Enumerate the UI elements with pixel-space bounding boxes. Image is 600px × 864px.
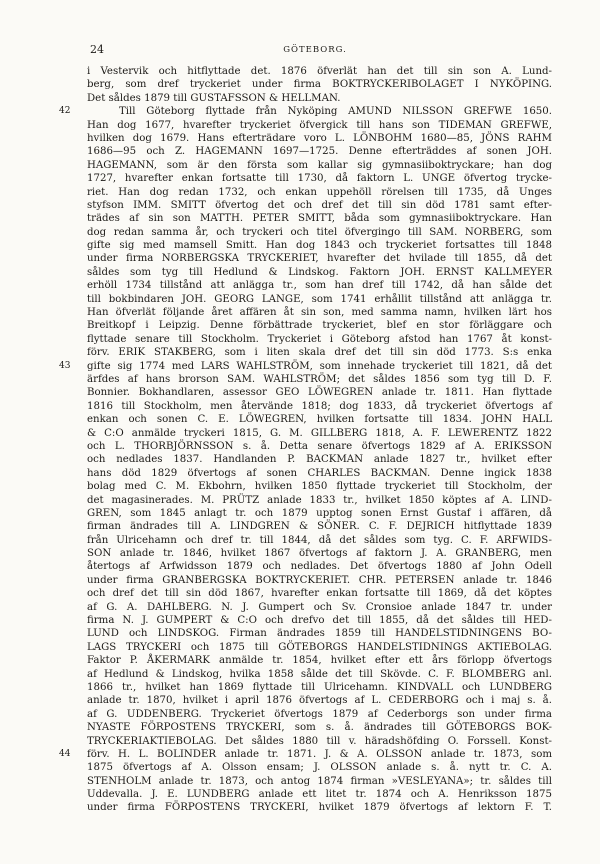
text-line: [87, 480, 552, 493]
text-line-content: trädes af sin son MATTH. PETER SMITT, båda som gymnasiiboktryckare. Han: [87, 213, 552, 225]
text-line-content: under firma NORBERGSKA TRYCKERIET, hvarefter det hvilade till 1855, då det: [87, 253, 552, 265]
text-line: [87, 761, 552, 774]
text-line-content: 1875 öfvertogs af A. Olsson ensam; J. OLSSON anlade s. å. nytt tr. C. A.: [87, 762, 552, 774]
text-line-content: förv. ERIK STAKBERG, som i liten skala dref det till sin död 1773. S:s enka: [87, 347, 552, 359]
text-line-content: styfson IMM. SMITT öfvertog det och dref det till sin död 1781 samt efter-: [87, 199, 552, 211]
text-line: [87, 186, 552, 199]
text-line: [87, 708, 552, 721]
text-line: [87, 199, 552, 212]
text-line: [87, 547, 552, 560]
text-line: [87, 654, 552, 667]
text-line-content: af Hedlund & Lindskog, hvilka 1858 sålde det till Skövde. C. F. BLOMBERG anl.: [87, 668, 552, 680]
text-line: [87, 775, 552, 788]
text-line: [87, 520, 552, 533]
text-line-content: till bokbindaren JOH. GEORG LANGE, som 1741 erhållit tillstånd att anlägga tr.: [87, 293, 552, 305]
text-line: [87, 132, 552, 145]
text-line: [87, 346, 552, 359]
text-line-content: återtogs af Arfwidsson 1879 och nedlades. Det öfvertogs 1880 af John Odell: [87, 561, 552, 573]
text-line: [87, 668, 552, 681]
running-title: GÖTEBORG.: [283, 45, 347, 55]
text-line: [87, 400, 552, 413]
text-line: [87, 801, 552, 814]
text-line: [87, 172, 552, 185]
text-line-content: hvilken dog 1679. Hans efterträdare voro L. LÖNBOHM 1680—85, JÖNS RAHM: [87, 132, 552, 144]
text-line-content: Han dog 1677, hvarefter tryckeriet öfvergick till hans son TIDEMAN GREFWE,: [87, 119, 552, 131]
text-line: [87, 413, 552, 426]
text-line-content: och L. THORBJÖRNSSON s. å. Detta senare öfvertogs 1829 af A. ERIKSSON: [87, 440, 552, 452]
text-line: [87, 65, 552, 78]
text-line: [87, 373, 552, 386]
margin-number: 44: [59, 748, 71, 759]
text-line-content: och nedlades 1837. Handlanden P. BACKMAN anlade 1827 tr., hvilket efter: [87, 454, 552, 466]
text-line: [87, 614, 552, 627]
text-line-content: Det såldes 1879 till GUSTAFSSON & HELLMAN.: [87, 92, 341, 104]
text-line-content: anlade tr. 1870, hvilket i april 1876 öfvertogs af L. CEDERBORG och i maj s. å.: [87, 695, 552, 707]
text-line: [87, 306, 552, 319]
text-line: [87, 78, 552, 91]
text-line: [87, 601, 552, 614]
text-line: [87, 386, 552, 399]
text-line-content: 1686—95 och Z. HAGEMANN 1697—1725. Denne efterträddes af sonen JOH.: [87, 146, 552, 158]
text-line-content: firman ändrades till A. LINDGREN & SÖNER. C. F. DEJRICH hitflyttade 1839: [87, 521, 552, 533]
text-line: [87, 319, 552, 332]
text-line-content: TRYCKERIAKTIEBOLAG. Det såldes 1880 till v. häradshöfding O. Forssell. Konst-: [87, 735, 552, 747]
text-line-content: GREN, som 1845 anlagt tr. och 1879 upptog sonen Ernst Gustaf i affären, då: [87, 507, 552, 519]
text-line-content: 1727, hvarefter enkan fortsatte till 1730, då faktorn L. UNGE öfvertog trycke-: [87, 173, 552, 185]
text-line: [87, 212, 552, 225]
text-line-content: gifte sig 1774 med LARS WAHLSTRÖM, som innehade tryckeriet till 1821, då det: [87, 360, 552, 372]
text-line-content: STENHOLM anlade tr. 1873, och antog 1874 firman »VESLEYANA»; tr. såldes till: [87, 775, 552, 787]
text-line: [87, 159, 552, 172]
text-line: [87, 507, 552, 520]
text-line: [87, 560, 552, 573]
text-line: [59, 360, 552, 373]
text-line-content: Till Göteborg flyttade från Nyköping AMUND NILSSON GREFWE 1650.: [119, 106, 552, 118]
text-line: [87, 494, 552, 507]
text-line: [87, 534, 552, 547]
text-line-content: LAGS TRYCKERI och 1875 till GÖTEBORGS HANDELSTIDNINGS AKTIEBOLAG.: [87, 641, 552, 653]
text-line-content: gifte sig med mamsell Smitt. Han dog 1843 och tryckeriet fortsattes till 1848: [87, 240, 552, 252]
text-line-content: berg, som dref tryckeriet under firma BOKTRYCKERIBOLAGET I NYKÖPING.: [87, 79, 552, 91]
text-line-content: och dref det till sin död 1867, hvarefter enkan fortsatte till 1869, då det köptes: [87, 588, 552, 600]
text-line-content: flyttade senare till Stockholm. Tryckeriet i Göteborg afstod han 1767 åt konst-: [87, 333, 552, 345]
text-line-content: under firma FÖRPOSTENS TRYCKERI, hvilket 1879 öfvertogs af lektorn F. T.: [87, 802, 552, 814]
text-line-content: ärfdes af hans brorson SAM. WAHLSTRÖM; det såldes 1856 som tyg till D. F.: [87, 373, 552, 385]
text-line: [87, 92, 552, 105]
text-line-content: det magasinerades. M. PRÜTZ anlade 1833 tr., hvilket 1850 köptes af A. LIND-: [87, 494, 552, 506]
text-line-content: från Ulricehamn och dref tr. till 1844, då det såldes som tyg. C. F. ARFWIDS-: [87, 534, 552, 546]
text-line-content: Uddevalla. J. E. LUNDBERG anlade ett litet tr. 1874 och A. Henriksson 1875: [87, 789, 552, 801]
text-line-content: firma N. J. GUMPERT & C:O och drefvo det till 1855, då det såldes till HED-: [87, 615, 552, 627]
text-line: [87, 721, 552, 734]
text-line-content: hans död 1829 öfvertogs af sonen CHARLES BACKMAN. Denne ingick 1838: [87, 467, 552, 479]
text-line: [87, 226, 552, 239]
text-line: [87, 587, 552, 600]
text-line: [87, 266, 552, 279]
margin-number: 43: [59, 360, 71, 371]
text-line-content: förv. H. L. BOLINDER anlade tr. 1871. J. & A. OLSSON anlade tr. 1873, som: [87, 748, 552, 760]
text-line-content: 1866 tr., hvilket han 1869 flyttade till Ulricehamn. KINDVALL och LUNDBERG: [87, 681, 552, 693]
text-line-content: & C:O anmälde tryckeri 1815, G. M. GILLBERG 1818, A. F. LEWERENTZ 1822: [87, 427, 552, 439]
text-line: [87, 279, 552, 292]
text-line: [87, 453, 552, 466]
text-line: [87, 627, 552, 640]
page-number: 24: [90, 43, 104, 56]
text-line-content: LUND och LINDSKOG. Firman ändrades 1859 till HANDELSTIDNINGENS BO-: [87, 628, 552, 640]
text-line-content: i Vestervik och hitflyttade det. 1876 öfverlät han det till sin son A. Lund-: [87, 66, 552, 77]
text-line: [87, 239, 552, 252]
text-line: [87, 427, 552, 440]
text-line: [87, 252, 552, 265]
text-line-content: bolag med C. M. Ekbohrn, hvilken 1850 flyttade tryckeriet till Stockholm, der: [87, 481, 552, 493]
text-line-content: SON anlade tr. 1846, hvilket 1867 öfvertogs af faktorn J. A. GRANBERG, men: [87, 548, 552, 560]
text-line-content: dog redan samma år, och tryckeri och titel öfvergingo till SAM. NORBERG, som: [87, 226, 552, 238]
text-line: [87, 333, 552, 346]
text-line-content: under firma GRANBERGSKA BOKTRYCKERIET. CHR. PETERSEN anlade tr. 1846: [87, 574, 552, 586]
text-line: [87, 694, 552, 707]
text-line: [59, 105, 552, 118]
text-line-content: riet. Han dog redan 1732, och enkan uppehöll rörelsen till 1735, då Unges: [87, 186, 552, 198]
text-line-content: enkan och sonen C. E. LÖWEGREN, hvilken fortsatte till 1834. JOHN HALL: [87, 414, 552, 426]
text-line: [87, 574, 552, 587]
text-line-content: af G. UDDENBERG. Tryckeriet öfvertogs 1879 af Cederborgs son under firma: [87, 708, 552, 720]
text-line: [87, 467, 552, 480]
text-line-content: Faktor P. ÅKERMARK anmälde tr. 1854, hvilket efter ett års förlopp öfvertogs: [87, 655, 552, 667]
text-line: [87, 735, 552, 748]
text-line-content: af G. A. DAHLBERG. N. J. Gumpert och Sv. Cronsioe anlade 1847 tr. under: [87, 601, 552, 613]
text-line: [87, 641, 552, 654]
text-line-content: Han öfverlät följande året affären åt sin son, med samma namn, hvilken lärt hos: [87, 307, 552, 319]
text-line: [87, 119, 552, 132]
text-line-content: Bonnier. Bokhandlaren, assessor GEO LÖWEGREN anlade tr. 1811. Han flyttade: [87, 387, 552, 399]
text-line: [87, 681, 552, 694]
text-line-content: Breitkopf i Leipzig. Denne förbättrade tryckeriet, blef en stor förläggare och: [87, 320, 552, 332]
body-text: [59, 65, 552, 815]
text-line: [87, 788, 552, 801]
text-line-content: NYASTE FÖRPOSTENS TRYCKERI, som s. å. ändrades till GÖTEBORGS BOK-: [87, 722, 552, 734]
text-line-content: såldes som tyg till Hedlund & Lindskog. Faktorn JOH. ERNST KALLMEYER: [87, 266, 552, 278]
text-line: [87, 145, 552, 158]
text-line-content: HAGEMANN, som är den första som kallar sig gymnasiiboktryckare; han dog: [87, 159, 552, 171]
text-line-content: erhöll 1734 tillstånd att anlägga tr., som han dref till 1742, då han sålde det: [87, 280, 552, 292]
text-line: [59, 748, 552, 761]
text-line: [87, 293, 552, 306]
margin-number: 42: [59, 106, 71, 117]
page-header: [90, 42, 540, 58]
text-line: [87, 440, 552, 453]
text-line-content: 1816 till Stockholm, men återvände 1818; dog 1833, då tryckeriet öfvertogs af: [87, 400, 552, 412]
